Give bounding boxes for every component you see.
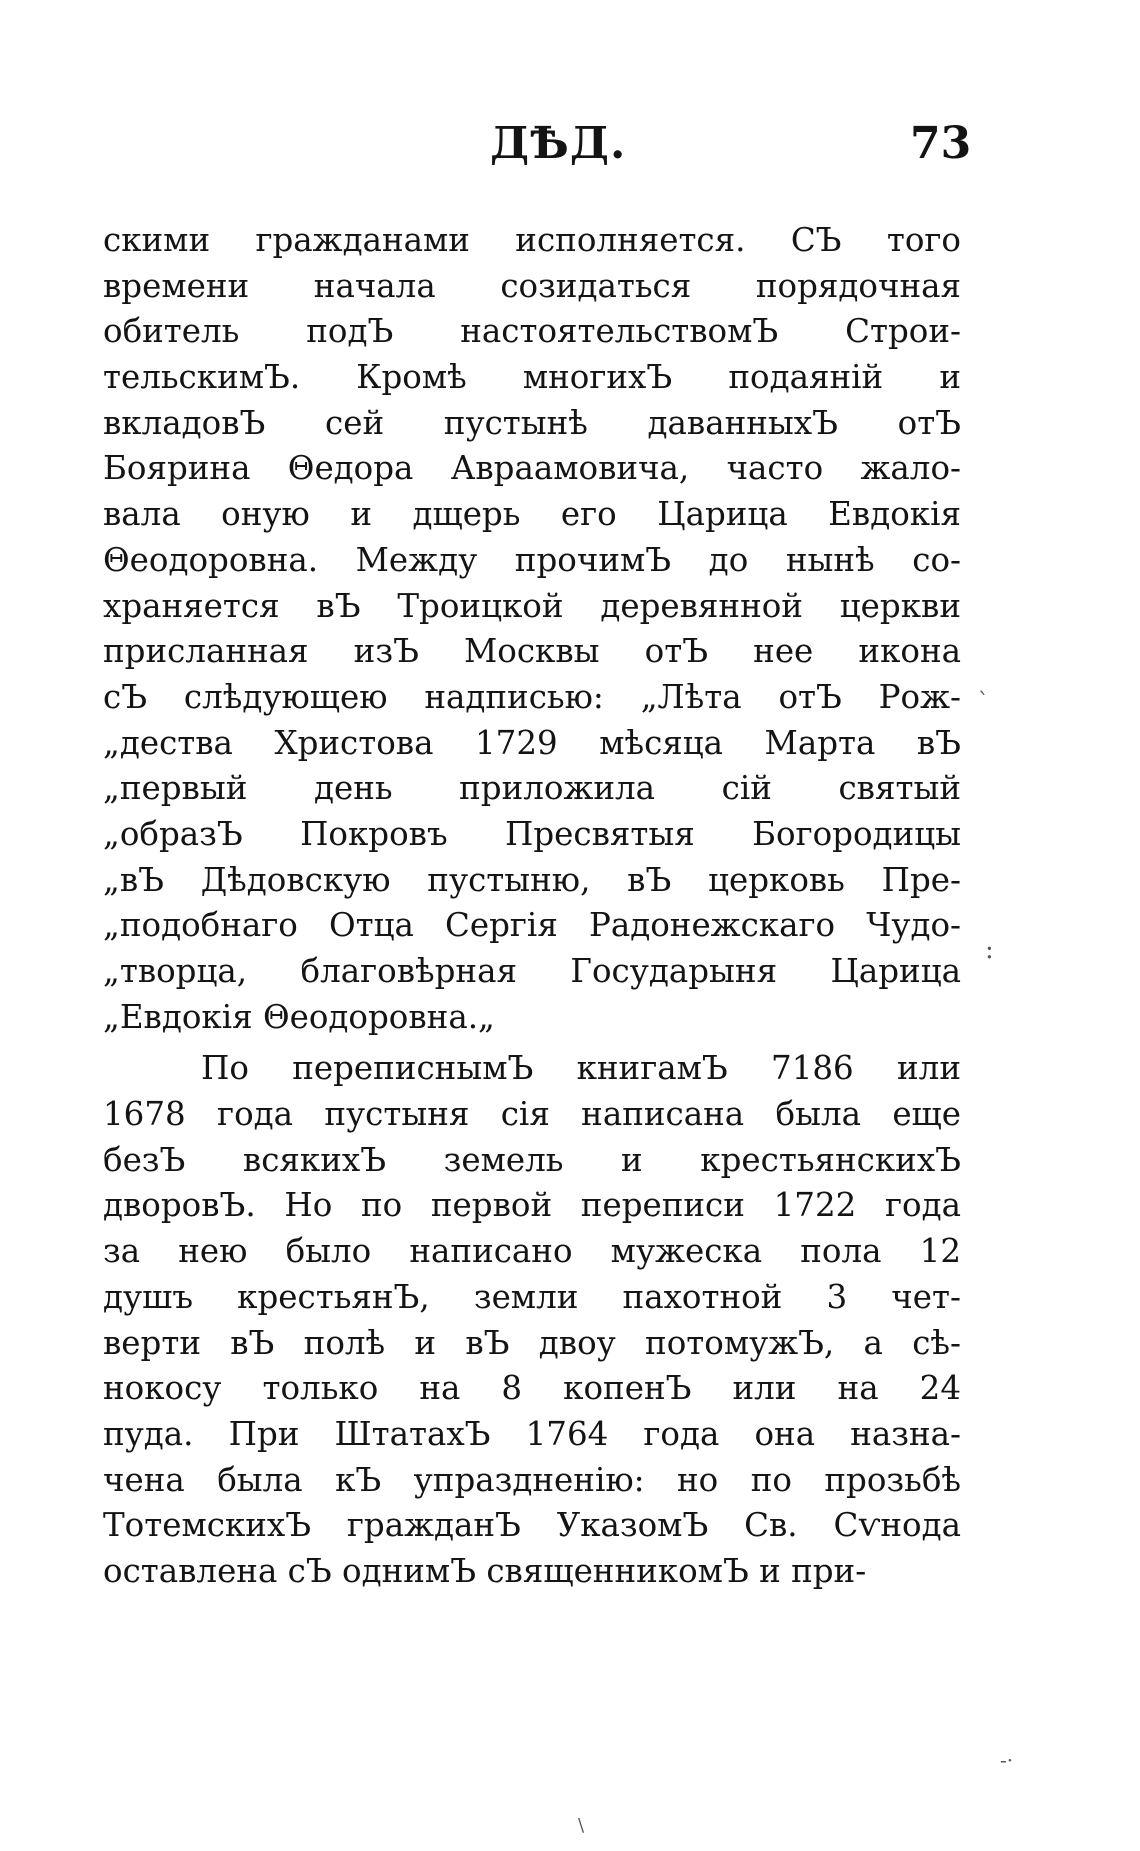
text-line: скими гражданами исполняется. СЪ того (103, 221, 961, 259)
text-line: пуда. При ШтатахЪ 1764 года она назна- (103, 1414, 961, 1453)
text-line: дворовЪ. Но по первой переписи 1722 года (103, 1186, 961, 1225)
text-line: ТотемскихЪ гражданЪ УказомЪ Св. Сѵнода (103, 1506, 961, 1545)
margin-mark: \ (578, 1815, 585, 1836)
text-line: „образЪ Покровъ Пресвятыя Богородицы (103, 814, 961, 853)
margin-mark: -· (1000, 1748, 1014, 1772)
text-line: храняется вЪ Троицкой деревянной церкви (103, 586, 961, 625)
margin-mark: : (985, 935, 994, 965)
text-line: за нею было написано мужеска пола 12 (103, 1232, 961, 1271)
text-line: душъ крестьянЪ, земли пахотной 3 чет- (103, 1277, 961, 1316)
page-header (0, 118, 1140, 178)
text-line: нокосу только на 8 копенЪ или на 24 (103, 1369, 961, 1408)
text-line: По переписнымЪ книгамЪ 7186 или (201, 1049, 961, 1088)
margin-mark: ` (978, 690, 989, 715)
text-line: верти вЪ полѣ и вЪ двоу потомужЪ, а сѣ- (103, 1323, 961, 1362)
text-line: обитель подЪ настоятельствомЪ Строи- (103, 312, 961, 351)
text-line: Θеодоровна. Между прочимЪ до нынѣ со- (103, 540, 961, 579)
running-head: ДѢД. (490, 118, 627, 169)
text-line: времени начала созидаться порядочная (103, 266, 961, 305)
text-line: тельскимЪ. Кромѣ многихЪ подаяній и (103, 358, 961, 397)
body-text (103, 218, 961, 1595)
text-line: „первый день приложила сій святый (103, 769, 961, 808)
text-line: сЪ слѣдующею надписью: „Лѣта отЪ Рож- (103, 677, 961, 716)
text-line: чена была кЪ упраздненію: но по прозьбѣ (103, 1460, 961, 1499)
page-number: 73 (910, 118, 972, 169)
text-line: Боярина Θедора Авраамовича, часто жало- (103, 449, 961, 488)
text-line: присланная изЪ Москвы отЪ нее икона (103, 632, 961, 671)
text-line: 1678 года пустыня сія написана была еще (103, 1095, 961, 1134)
text-line: „Евдокія Θеодоровна.„ (103, 997, 495, 1036)
paragraph (103, 218, 961, 1040)
text-line: „дества Христова 1729 мѣсяца Марта вЪ (103, 723, 961, 762)
text-line: оставлена сЪ однимЪ священникомЪ и при- (103, 1551, 867, 1590)
text-line: вала оную и дщерь его Царица Евдокія (103, 495, 961, 534)
paragraph (103, 1046, 961, 1594)
text-line: вкладовЪ сей пустынѣ даванныхЪ отЪ (103, 403, 961, 442)
text-line: безЪ всякихЪ земель и крестьянскихЪ (103, 1140, 961, 1179)
text-line: „подобнаго Отца Сергія Радонежскаго Чудо- (103, 906, 961, 945)
text-line: „творца, благовѣрная Государыня Царица (103, 952, 961, 990)
text-line: „вЪ Дѣдовскую пустыню, вЪ церковь Пре- (103, 860, 961, 899)
